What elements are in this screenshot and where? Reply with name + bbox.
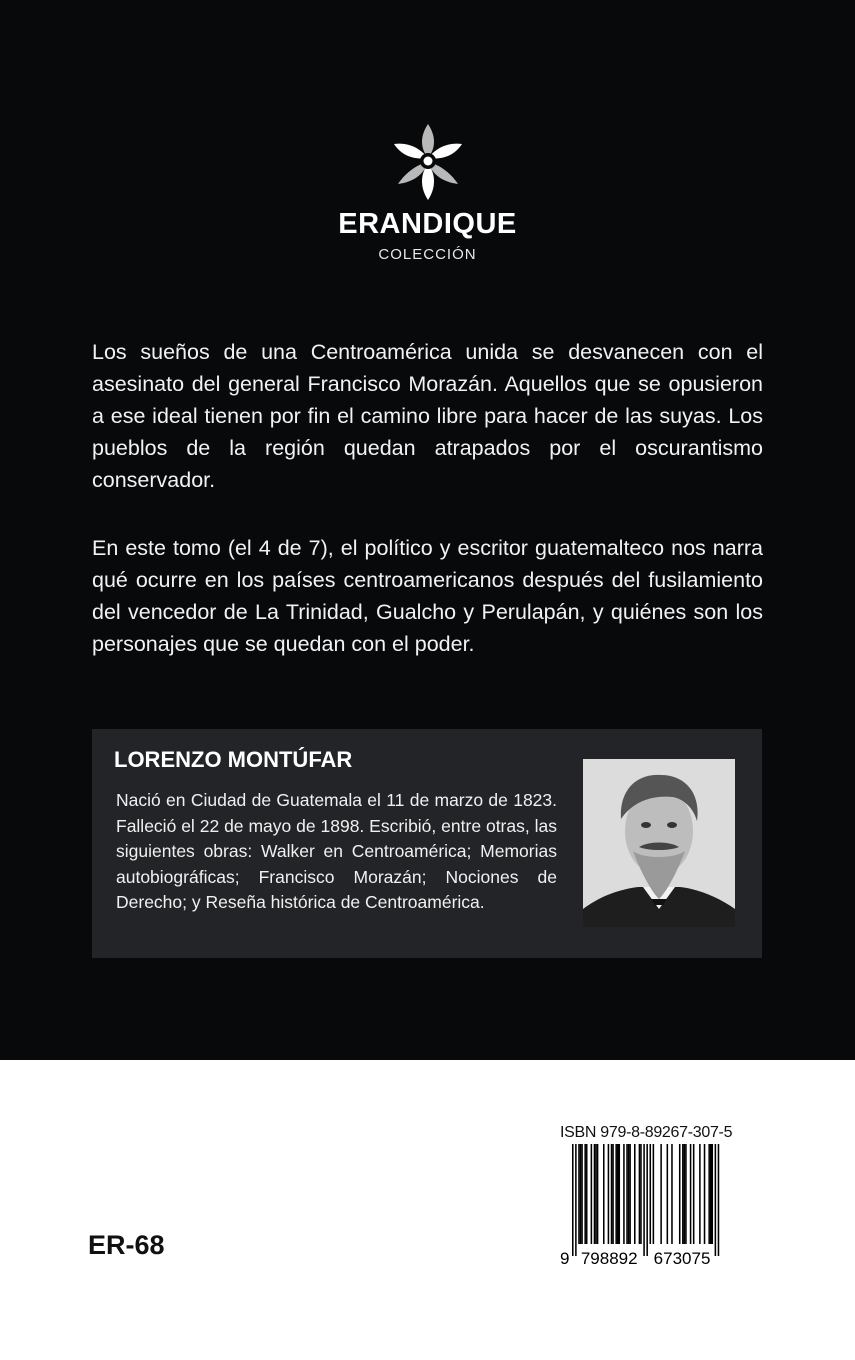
barcode-bar — [671, 1144, 673, 1244]
isbn-label: ISBN 979-8-89267-307-5 — [560, 1124, 733, 1141]
barcode-bar — [704, 1144, 706, 1244]
barcode-bar — [646, 1144, 648, 1256]
barcode-bar — [578, 1144, 580, 1244]
barcode-bar — [597, 1144, 599, 1244]
barcode-digits: 9 — [560, 1249, 570, 1268]
brand-collection: COLECCIÓN — [378, 246, 477, 263]
barcode-bar — [693, 1144, 695, 1244]
barcode-bar — [608, 1144, 610, 1244]
barcode-bar — [718, 1144, 720, 1256]
barcode-bar — [629, 1144, 631, 1244]
barcode-bar — [708, 1144, 710, 1244]
flower-icon — [392, 122, 464, 202]
barcode-bar — [603, 1144, 605, 1244]
barcode-bar — [712, 1144, 714, 1244]
barcode-bar — [575, 1144, 577, 1256]
barcode-bar — [715, 1144, 717, 1256]
catalog-code: ER-68 — [88, 1230, 165, 1260]
barcode-digits: 673075 — [653, 1249, 711, 1268]
barcode-bar — [612, 1144, 614, 1244]
barcode-bar — [640, 1144, 642, 1244]
barcode-bar — [595, 1144, 597, 1244]
barcode-bar — [619, 1144, 621, 1244]
barcode-bar — [594, 1144, 596, 1244]
barcode-bar — [650, 1144, 652, 1244]
barcode-bar — [639, 1144, 641, 1244]
synopsis-paragraph: Los sueños de una Centroamérica unida se desvanecen con el asesinato del general Francisco Morazán. Aquellos que se opusieron a ese ideal tienen por fin el camino libre para hacer de las suyas. Los pueblos de la región quedan atrapados por el oscurantismo conservador. — [92, 340, 763, 492]
synopsis-paragraph: En este tomo (el 4 de 7), el político y escritor guatemalteco nos narra qué ocurre en los países centroamericanos después del fusilamiento del vencedor de La Trinidad, Gualcho y Perulapán, y quiénes son los personajes que se quedan con el poder. — [92, 536, 763, 656]
barcode-bar — [572, 1144, 574, 1256]
isbn-barcode — [556, 1144, 728, 1272]
barcode-bar — [684, 1144, 686, 1244]
barcode-bar — [710, 1144, 712, 1244]
barcode-bar — [643, 1144, 645, 1256]
brand-name: ERANDIQUE — [338, 208, 517, 240]
barcode-bar — [581, 1144, 583, 1244]
barcode-digits: 798892 — [580, 1249, 638, 1268]
barcode-bar — [690, 1144, 692, 1244]
barcode-bar — [634, 1144, 636, 1244]
barcode-bar — [667, 1144, 669, 1244]
barcode-bar — [653, 1144, 655, 1244]
barcode-bar — [615, 1144, 617, 1244]
barcode-bar — [580, 1144, 582, 1244]
barcode-bar — [586, 1144, 588, 1244]
barcode-bar — [685, 1144, 687, 1244]
barcode-bar — [584, 1144, 586, 1244]
barcode-bar — [628, 1144, 630, 1244]
barcode-bar — [617, 1144, 619, 1244]
author-name: LORENZO MONTÚFAR — [114, 747, 353, 772]
barcode-bar — [679, 1144, 681, 1244]
barcode-bar — [591, 1144, 593, 1244]
barcode-bar — [626, 1144, 628, 1244]
barcode-bar — [623, 1144, 625, 1244]
author-bio: Nació en Ciudad de Guatemala el 11 de marzo de 1823. Falleció el 22 de mayo de 1898. Escribió, entre otras, las siguientes obras: Walker en Centroamérica; Memorias autobiográficas; Francisco Morazán; Nociones de Derecho; y Reseña histórica de Centroamérica. — [116, 790, 557, 913]
barcode-bar — [660, 1144, 662, 1244]
author-bio-box — [92, 729, 762, 958]
barcode-bar — [611, 1144, 613, 1244]
barcode-bar — [699, 1144, 701, 1244]
author-portrait — [583, 759, 735, 927]
barcode-bar — [682, 1144, 684, 1244]
